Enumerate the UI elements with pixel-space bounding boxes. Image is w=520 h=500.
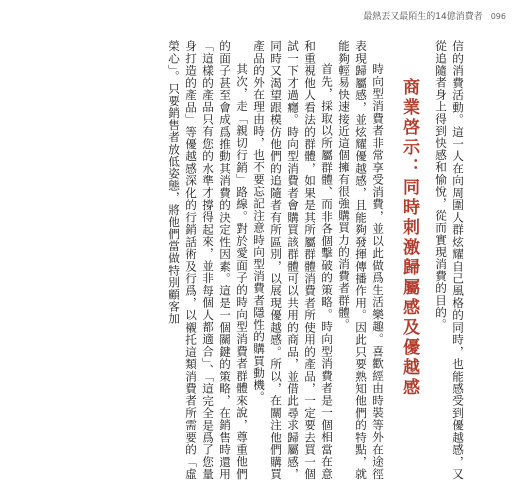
page-header [363, 9, 506, 22]
running-title: 最熱丟又最陌生的14億消費者 [363, 12, 483, 22]
paragraph: 時向型消費者非常享受消費，並以此做爲生活樂趣。喜歡經由時裝等外在途徑表現歸屬感，並炫耀優越感，且能夠發揮傳播作用。因此只要熟知他們的特點，就能夠輕易快速接近這個擁有很強購買力的消費者群體。 [337, 40, 385, 480]
paragraph: 其次，走「親切行銷」路線。對於愛面子的時向型消費者群體來說，尊重他們的面子甚至會成爲推動其消費的決定性因素。這是一個關鍵的策略，在銷售時還用「這樣的產品只有您的水準才撐得起來，並非每個人都適合」、「這完全是爲了您量身打造的產品」等優越感深化的行銷話術及行爲，以襯托這類消費者所需要的「虛榮心」。只要銷售者放低姿態，將他們當做特別顧客加 [167, 40, 249, 480]
paragraph: 首先，採取以所屬群體、而非各個擊破的策略。時向型消費者是一個相當在意和重視他人看法的群體，如果是其所屬群體消費者所使用的產品，一定要去買一個試一下才過癮。時向型消費者會購買該群體可以共用的商品，並借此尋求歸屬感，同時又渴望跟模仿他們的追隨者有所區別，以展現優越感。所以，在關注他們購買產品的外在理由時，也不要忘記注意時向型消費者隱性的購買動機。 [252, 40, 334, 480]
section-title: 商業啓示：同時刺激歸屬感及優越感 [399, 78, 419, 398]
body-text [46, 40, 466, 480]
page-number: 096 [490, 12, 506, 21]
paragraph-continued: 信的消費活動。這一人在向周圍人群炫耀自己風格的同時，也能感受到優越感，又從追隨者身上得到快感和愉悅，從而實現消費的目的。 [434, 40, 465, 480]
